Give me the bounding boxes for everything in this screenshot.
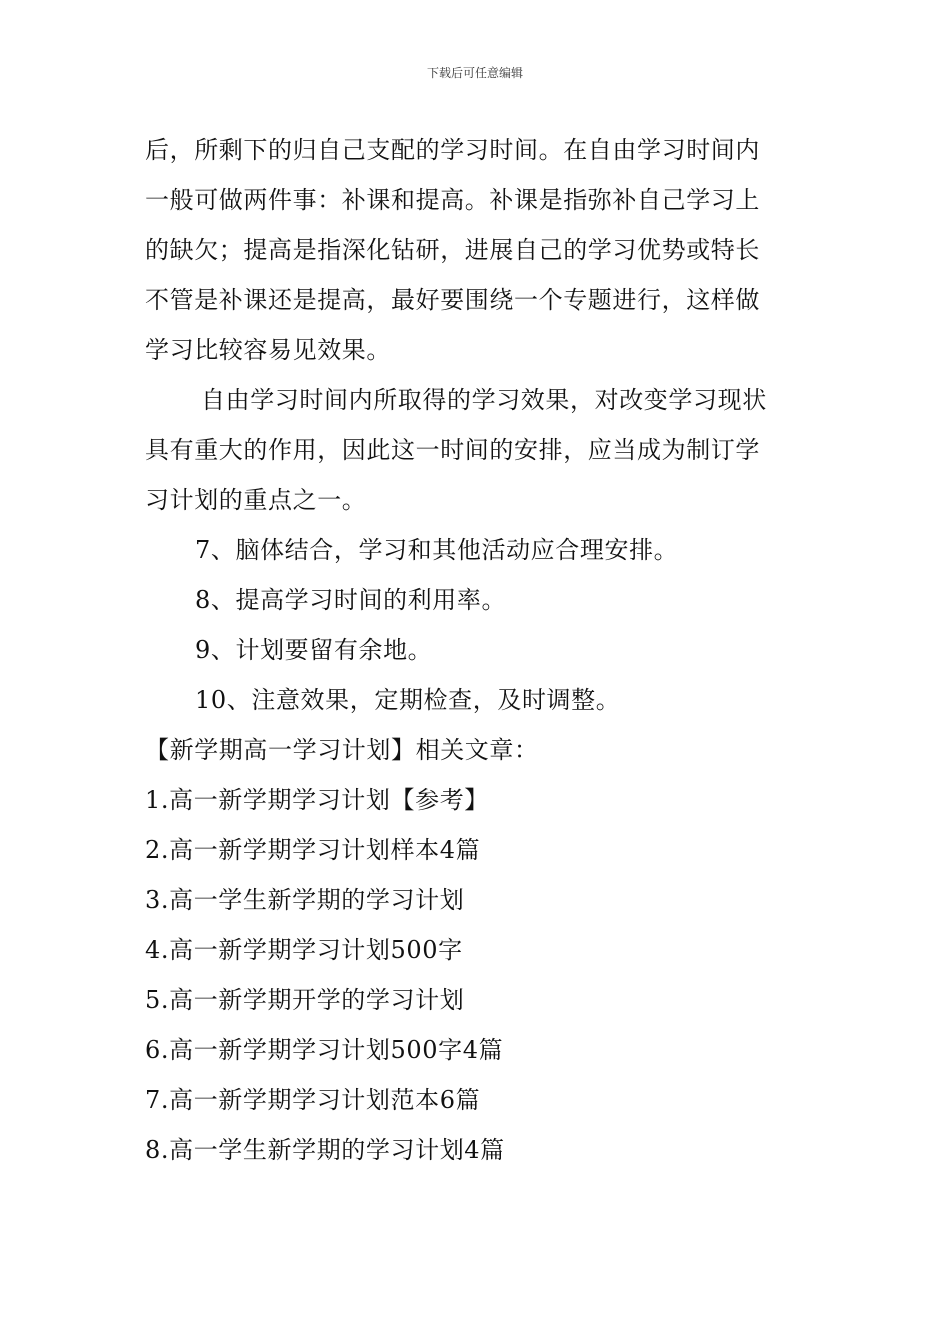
paragraph-line: 一般可做两件事：补课和提高。补课是指弥补自己学习上	[145, 186, 760, 214]
page-header: 下载后可任意编辑	[426, 66, 523, 80]
paragraph-line: 的缺欠；提高是指深化钻研，进展自己的学习优势或特长	[145, 236, 760, 264]
list-item: 9、计划要留有余地。	[195, 636, 433, 664]
list-item: 10、注意效果，定期检查，及时调整。	[195, 686, 621, 714]
paragraph-line: 自由学习时间内所取得的学习效果，对改变学习现状	[201, 386, 767, 414]
paragraph-line: 习计划的重点之一。	[145, 486, 367, 514]
related-article-link[interactable]: 3.高一学生新学期的学习计划	[145, 886, 465, 914]
related-article-link[interactable]: 6.高一新学期学习计划500字4篇	[145, 1036, 504, 1064]
document-body	[145, 125, 805, 1175]
list-item: 8、提高学习时间的利用率。	[195, 586, 507, 614]
paragraph-line: 学习比较容易见效果。	[145, 336, 391, 364]
related-article-link[interactable]: 8.高一学生新学期的学习计划4篇	[145, 1136, 505, 1164]
related-article-link[interactable]: 5.高一新学期开学的学习计划	[145, 986, 465, 1014]
paragraph-line: 不管是补课还是提高，最好要围绕一个专题进行，这样做	[145, 286, 760, 314]
paragraph-line: 具有重大的作用，因此这一时间的安排，应当成为制订学	[145, 436, 760, 464]
related-heading: 【新学期高一学习计划】相关文章：	[145, 736, 539, 764]
list-item: 7、脑体结合，学习和其他活动应合理安排。	[195, 536, 679, 564]
related-article-link[interactable]: 2.高一新学期学习计划样本4篇	[145, 836, 481, 864]
paragraph-line: 后，所剩下的归自己支配的学习时间。在自由学习时间内	[145, 136, 760, 164]
related-article-link[interactable]: 4.高一新学期学习计划500字	[145, 936, 463, 964]
related-article-link[interactable]: 1.高一新学期学习计划【参考】	[145, 786, 489, 814]
related-article-link[interactable]: 7.高一新学期学习计划范本6篇	[145, 1086, 481, 1114]
